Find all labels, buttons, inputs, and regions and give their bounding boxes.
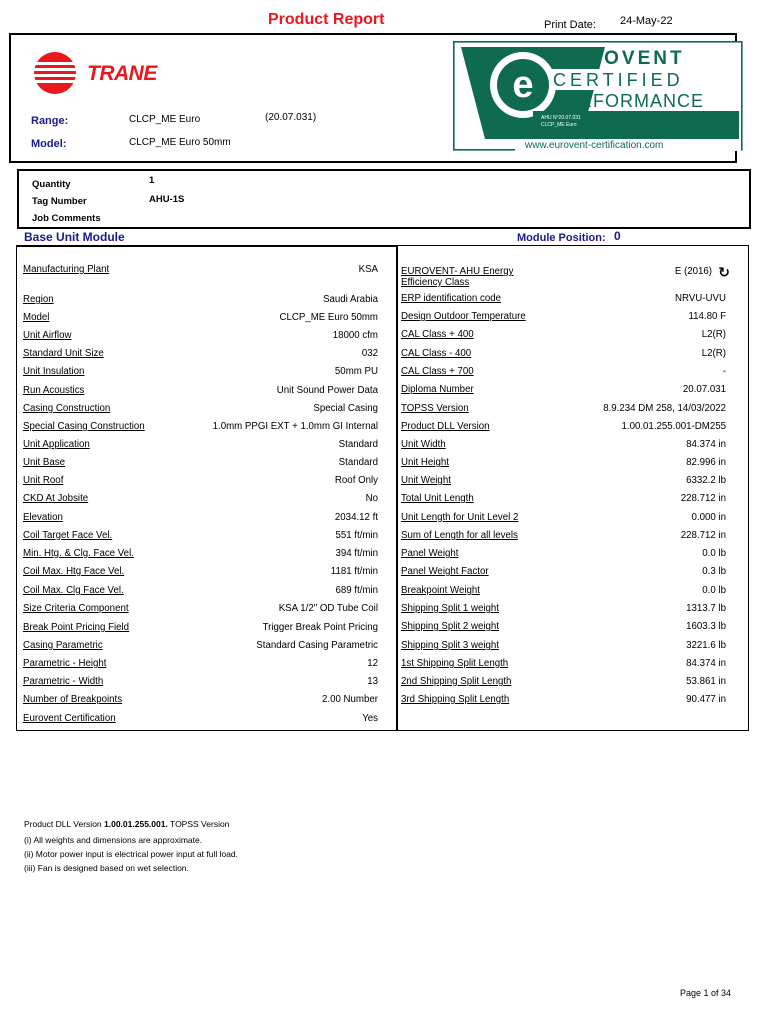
badge-line2: CERTIFIED	[553, 70, 684, 90]
row-label: Parametric - Height	[23, 658, 107, 669]
right-row	[401, 328, 726, 342]
row-label: Coil Target Face Vel.	[23, 530, 113, 541]
row-label: Unit Roof	[23, 475, 64, 486]
row-value: NRVU-UVU	[675, 293, 726, 304]
row-value: 13	[367, 676, 378, 687]
range-value: CLCP_ME Euro	[129, 114, 201, 125]
row-label: Panel Weight	[401, 548, 459, 559]
left-row	[23, 420, 378, 434]
row-value: 032	[361, 348, 378, 359]
row-label: Unit Weight	[401, 475, 451, 486]
column-divider	[396, 245, 398, 731]
row-label: Unit Height	[401, 457, 449, 468]
left-row	[23, 584, 378, 598]
left-row	[23, 492, 378, 506]
row-value: 90.477 in	[686, 694, 726, 705]
row-label: Model	[23, 312, 50, 323]
row-value: 2034.12 ft	[334, 512, 378, 523]
brand-wordmark: TRANE	[87, 62, 157, 85]
row-value: 551 ft/min	[335, 530, 378, 541]
row-value: Standard	[338, 439, 378, 450]
model-value: CLCP_ME Euro 50mm	[129, 137, 231, 148]
print-date-value: 24-May-22	[620, 15, 673, 27]
row-value: 12	[367, 658, 378, 669]
module-position-label: Module Position:	[517, 232, 606, 244]
left-row	[23, 329, 378, 343]
footer-version-prefix: Product DLL Version	[24, 819, 105, 829]
right-row	[401, 602, 726, 616]
right-row	[401, 292, 726, 306]
model-label: Model:	[31, 138, 67, 150]
row-value: KSA	[358, 264, 378, 275]
row-label: Shipping Split 3 weight	[401, 640, 500, 651]
section-title: Base Unit Module	[24, 230, 125, 244]
row-label: Casing Parametric	[23, 640, 103, 651]
row-label: CAL Class + 400	[401, 329, 474, 340]
right-row	[401, 529, 726, 543]
row-value: Standard Casing Parametric	[256, 640, 378, 651]
row-value: 53.861 in	[686, 676, 726, 687]
left-row	[23, 675, 378, 689]
left-row	[23, 311, 378, 325]
row-label: Product DLL Version	[401, 421, 490, 432]
row-value: 689 ft/min	[335, 585, 378, 596]
row-value: 228.712 in	[680, 493, 726, 504]
row-label: Sum of Length for all levels	[401, 530, 518, 541]
row-value: 114.80 F	[688, 311, 726, 322]
row-label: Region	[23, 294, 54, 305]
left-row	[23, 602, 378, 616]
row-value: 1.00.01.255.001-DM255	[621, 421, 726, 432]
left-row	[23, 365, 378, 379]
row-label: 2nd Shipping Split Length	[401, 676, 512, 687]
left-row	[23, 621, 378, 635]
svg-text:e: e	[512, 64, 534, 106]
right-row	[401, 639, 726, 653]
row-value: Saudi Arabia	[323, 294, 378, 305]
row-value: 84.374 in	[686, 658, 726, 669]
left-row	[23, 456, 378, 470]
badge-small2: CLCP_ME Euro	[541, 122, 577, 128]
row-label: Unit Base	[23, 457, 65, 468]
left-column-top-border	[16, 245, 398, 247]
row-value: 1181 ft/min	[330, 566, 378, 577]
row-value: 0.3 lb	[702, 566, 726, 577]
row-label: EUROVENT- AHU Energy	[401, 266, 514, 277]
module-position-value: 0	[614, 229, 621, 243]
header-box	[9, 33, 737, 163]
left-row	[23, 438, 378, 452]
left-row	[23, 547, 378, 561]
right-row	[401, 511, 726, 525]
row-label: Breakpoint Weight	[401, 585, 480, 596]
row-label: Elevation	[23, 512, 63, 523]
row-value: Yes	[362, 713, 378, 724]
row-label: Shipping Split 1 weight	[401, 603, 500, 614]
row-value: 18000 cfm	[332, 330, 378, 341]
unit-info-box	[17, 169, 751, 229]
right-row	[401, 365, 726, 379]
row-value: Special Casing	[313, 403, 378, 414]
row-value: 394 ft/min	[335, 548, 378, 559]
row-value: 8.9.234 DM 258, 14/03/2022	[603, 403, 726, 414]
page-title: Product Report	[268, 11, 385, 28]
row-value: 84.374 in	[686, 439, 726, 450]
left-row	[23, 474, 378, 488]
row-value: 2.00 Number	[321, 694, 378, 705]
row-value: 1313.7 lb	[686, 603, 726, 614]
left-row	[23, 263, 378, 277]
left-row	[23, 529, 378, 543]
row-value: -	[722, 366, 726, 377]
right-row	[401, 620, 726, 634]
right-row	[401, 264, 730, 288]
left-row	[23, 639, 378, 653]
row-value: KSA 1/2" OD Tube Coil	[278, 603, 378, 614]
right-row	[401, 693, 726, 707]
print-date-label: Print Date:	[544, 19, 596, 31]
row-value: E (2016)	[674, 266, 712, 277]
row-value: 0.000 in	[691, 512, 726, 523]
row-label: Run Acoustics	[23, 385, 85, 396]
quantity-label: Quantity	[32, 179, 71, 190]
row-value: 20.07.031	[682, 384, 726, 395]
row-label: Size Criteria Component	[23, 603, 129, 614]
left-row	[23, 293, 378, 307]
badge-url: www.eurovent-certification.com	[525, 140, 664, 151]
right-row	[401, 438, 726, 452]
badge-line3: PERFORMANCE	[553, 91, 705, 111]
tag-number-value: AHU-1S	[149, 194, 185, 205]
row-value: Standard	[338, 457, 378, 468]
row-label: Shipping Split 2 weight	[401, 621, 500, 632]
row-value: 1603.3 lb	[686, 621, 726, 632]
right-row	[401, 310, 726, 324]
quantity-value: 1	[149, 175, 155, 186]
row-label: Parametric - Width	[23, 676, 104, 687]
row-label: Coil Max. Htg Face Vel.	[23, 566, 125, 577]
row-value: CLCP_ME Euro 50mm	[279, 312, 378, 323]
row-label: Unit Application	[23, 439, 90, 450]
row-label: Min. Htg. & Clg. Face Vel.	[23, 548, 134, 559]
range-code: (20.07.031)	[265, 112, 317, 123]
right-row	[401, 675, 726, 689]
footer-note-2: (ii) Motor power input is electrical power input at full load.	[24, 849, 239, 859]
trane-logo-icon	[33, 49, 183, 97]
left-row	[23, 712, 378, 726]
tag-number-label: Tag Number	[32, 196, 87, 207]
right-row	[401, 657, 726, 671]
row-label: Panel Weight Factor	[401, 566, 489, 577]
footer-version-bold: 1.00.01.255.001.	[104, 819, 168, 829]
left-row	[23, 565, 378, 579]
row-value: No	[365, 493, 378, 504]
footer-version-line	[24, 819, 229, 829]
row-label: Design Outdoor Temperature	[401, 311, 526, 322]
row-value: 1.0mm PPGI EXT + 1.0mm GI Internal	[212, 421, 378, 432]
row-label: Standard Unit Size	[23, 348, 104, 359]
right-row	[401, 474, 726, 488]
eurovent-badge-icon	[453, 41, 743, 151]
row-label: Unit Length for Unit Level 2	[401, 512, 519, 523]
row-label: Coil Max. Clg Face Vel.	[23, 585, 124, 596]
row-label: Diploma Number	[401, 384, 474, 395]
row-label: Eurovent Certification	[23, 713, 116, 724]
row-value: 82.996 in	[686, 457, 726, 468]
right-row	[401, 456, 726, 470]
row-value: L2(R)	[701, 329, 726, 340]
row-label: 3rd Shipping Split Length	[401, 694, 510, 705]
row-value: Unit Sound Power Data	[276, 385, 378, 396]
row-label: CKD At Jobsite	[23, 493, 89, 504]
right-row	[401, 565, 726, 579]
right-row	[401, 347, 726, 361]
eurovent-certified-badge	[453, 41, 743, 151]
right-row	[401, 492, 726, 506]
row-value: L2(R)	[701, 348, 726, 359]
row-value: 6332.2 lb	[686, 475, 726, 486]
row-label: Unit Insulation	[23, 366, 85, 377]
right-row	[401, 547, 726, 561]
page-number: Page 1 of 34	[680, 988, 732, 998]
right-row	[401, 584, 726, 598]
left-row	[23, 347, 378, 361]
left-row	[23, 693, 378, 707]
row-label: Unit Width	[401, 439, 446, 450]
footer-note-1: (i) All weights and dimensions are approximate.	[24, 835, 203, 845]
row-value: Roof Only	[334, 475, 378, 486]
badge-line1: EUROVENT	[555, 48, 685, 69]
left-row	[23, 402, 378, 416]
row-label: 1st Shipping Split Length	[401, 658, 509, 669]
row-value: 0.0 lb	[702, 585, 726, 596]
left-row	[23, 511, 378, 525]
row-label: Number of Breakpoints	[23, 694, 123, 705]
left-row	[23, 657, 378, 671]
row-value: 0.0 lb	[702, 548, 726, 559]
footer-note-3: (iii) Fan is designed based on wet selection.	[24, 863, 189, 873]
job-comments-label: Job Comments	[32, 213, 101, 224]
row-value: 228.712 in	[680, 530, 726, 541]
right-row	[401, 420, 726, 434]
trane-logo	[33, 49, 183, 97]
right-row	[401, 383, 726, 397]
row-label: ERP identification code	[401, 293, 501, 304]
row-value: 3221.6 lb	[686, 640, 726, 651]
left-row	[23, 384, 378, 398]
row-label-line2: Efficiency Class	[401, 277, 470, 288]
row-label: CAL Class - 400	[401, 348, 472, 359]
row-value: Trigger Break Point Pricing	[262, 622, 378, 633]
footer-version-suffix: TOPSS Version	[167, 819, 230, 829]
row-value: 50mm PU	[334, 366, 378, 377]
range-label: Range:	[31, 115, 69, 127]
badge-small1: AHU N°20.07.031	[541, 115, 581, 121]
row-label: CAL Class + 700	[401, 366, 474, 377]
right-row	[401, 402, 726, 416]
row-label: Break Point Pricing Field	[23, 622, 130, 633]
refresh-icon[interactable]: ↻	[718, 264, 730, 280]
row-label: Special Casing Construction	[23, 421, 145, 432]
row-label: Unit Airflow	[23, 330, 72, 341]
row-label: Casing Construction	[23, 403, 111, 414]
row-label: Manufacturing Plant	[23, 264, 110, 275]
row-label: Total Unit Length	[401, 493, 474, 504]
row-label: TOPSS Version	[401, 403, 469, 414]
